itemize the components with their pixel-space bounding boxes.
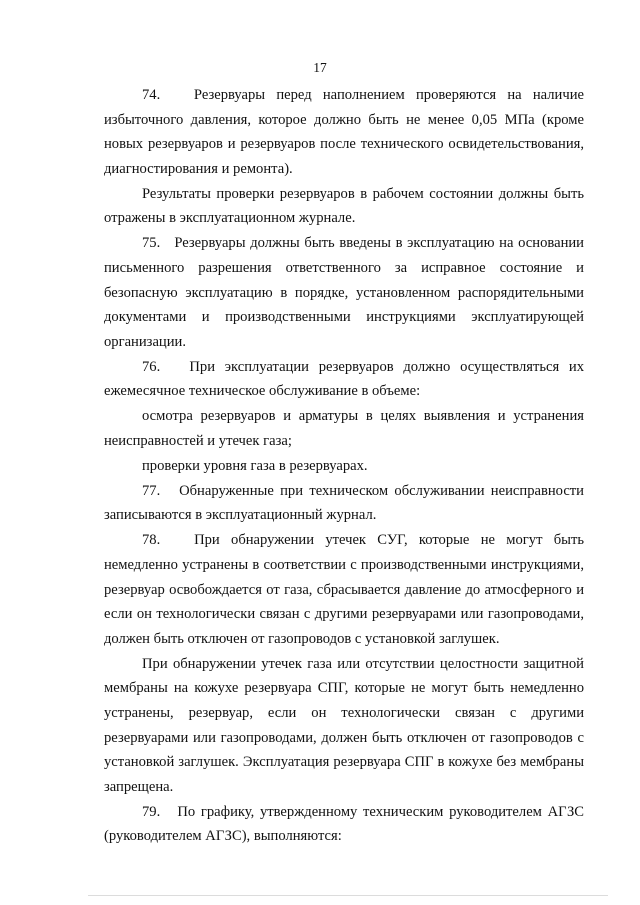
scan-edge-line xyxy=(88,895,608,896)
paragraph-74-results: Результаты проверки резервуаров в рабочем состоянии должны быть отражены в эксплуатационном журнале. xyxy=(104,185,584,227)
paragraph-76-item-inspection: осмотра резервуаров и арматуры в целях выявления и устранения неисправностей и утечек газа; xyxy=(104,408,584,449)
paragraph-78-lng: При обнаружении утечек газа или отсутствии целостности защитной мембраны на кожухе резервуара СПГ, которые не могут быть немедленно устранены, резервуар, если он технологически связан с другими резервуарами или газопроводами, должен быть отключен от газопроводов с установкой заглушек. Эксплуатация резервуара СПГ в кожухе без мембраны запрещена. xyxy=(104,655,584,795)
paragraph-76-item-level: проверки уровня газа в резервуарах. xyxy=(142,457,368,474)
document-body xyxy=(104,83,584,849)
paragraph-76: 76. При эксплуатации резервуаров должно осуществляться их ежемесячное техническое обслуживание в объеме: xyxy=(104,358,584,400)
paragraph-75: 75. Резервуары должны быть введены в эксплуатацию на основании письменного разрешения ответственного за исправное состояние и безопасную эксплуатацию в порядке, установленном распорядительными документами и производственными инструкциями эксплуатирующей организации. xyxy=(104,235,584,350)
paragraph-78: 78. При обнаружении утечек СУГ, которые не могут быть немедленно устранены в соответствии с производственными инструкциями, резервуар освобождается от газа, сбрасывается давление до атмосферного и если он технологически связан с другими резервуарами или газопроводами, должен быть отключен от газопроводов с установкой заглушек. xyxy=(104,532,584,647)
paragraph-77: 77. Обнаруженные при техническом обслуживании неисправности записываются в эксплуатационный журнал. xyxy=(104,482,584,524)
paragraph-79: 79. По графику, утвержденному техническим руководителем АГЗС (руководителем АГЗС), выполняются: xyxy=(104,803,584,845)
paragraph-74: 74. Резервуары перед наполнением проверяются на наличие избыточного давления, которое должно быть не менее 0,05 МПа (кроме новых резервуаров и резервуаров после технического освидетельствования, диагностирования и ремонта). xyxy=(104,87,584,177)
page-number: 17 xyxy=(313,60,327,75)
